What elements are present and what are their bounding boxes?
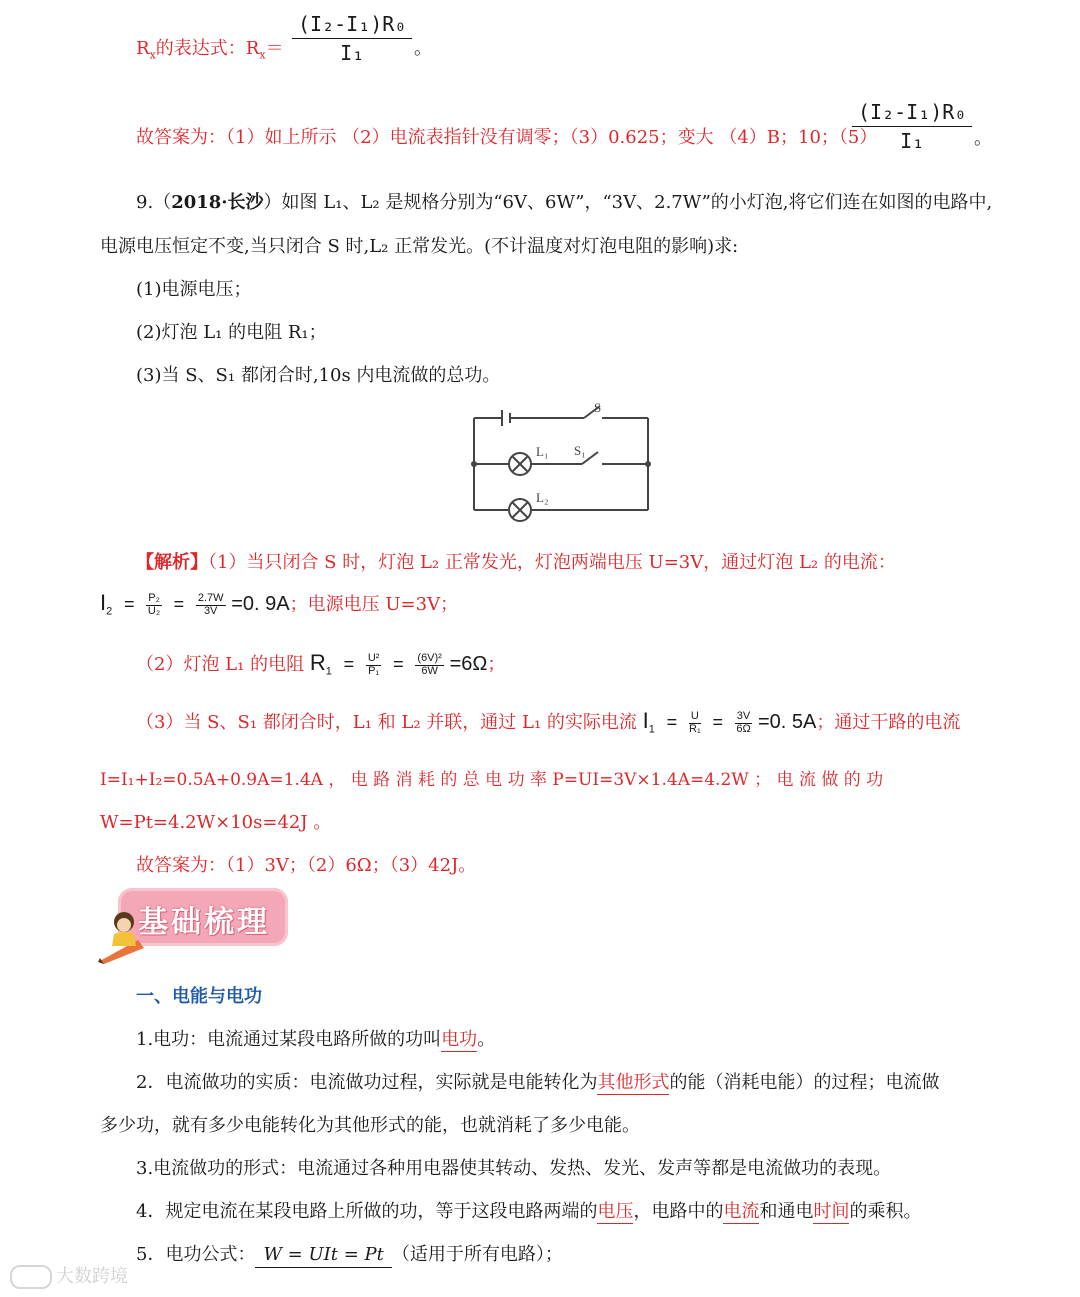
item-2-cont: 多少功，就有多少电能转化为其他形式的能，也就消耗了多少电能。 [100, 1115, 640, 1136]
item-3: 3.电流做功的形式：电流通过各种用电器使其转动、发热、发光、发声等都是电流做功的表现。 [136, 1158, 892, 1179]
q9-item-2: (2)灯泡 L₁ 的电阻 R₁； [136, 322, 327, 343]
rx-end: 。 [414, 38, 432, 59]
item-2: 2．电流做功的实质：电流做功过程，实际就是电能转化为其他形式的能（消耗电能）的过程；电流做 [136, 1072, 940, 1093]
item-4: 4．规定电流在某段电路上所做的功，等于这段电路两端的电压，电路中的电流和通电时间的乘积。 [136, 1201, 922, 1222]
solution-line-5: W=Pt=4.2W×10s=42J 。 [100, 812, 332, 833]
watermark: 大数跨境 [10, 1262, 128, 1289]
solution-line-4: I=I₁+I₂=0.5A+0.9A=1.4A ， 电 路 消 耗 的 总 电 功 率 P=UI=3V×1.4A=4.2W ； 电 流 做 的 功 [100, 770, 884, 790]
section-title: 一、电能与电功 [136, 986, 262, 1007]
solution-answer: 故答案为：（1）3V；（2）6Ω；（3）42J。 [136, 855, 477, 876]
equation-3: （3）当 S、S₁ 都闭合时，L₁ 和 L₂ 并联，通过 L₁ 的实际电流 $I_1$ = $\frac{U}{\text{R₁}}$ = $\frac{3V}{6\Omega}$ =0. 5A；通过干路的电流 [136, 708, 961, 736]
item-5: 5．电功公式： W = UIt = Pt （适用于所有电路）； [136, 1240, 563, 1266]
label-l1: L₁ [536, 444, 549, 459]
q9-line-2: 电源电压恒定不变,当只闭合 S 时,L₂ 正常发光。(不计温度对灯泡电阻的影响)求: [100, 236, 739, 257]
rx-expression-line: $R_x$的表达式：$R_x=$ [136, 38, 284, 62]
label-s: S [594, 400, 602, 415]
section-badge: 基础梳理 [138, 905, 270, 940]
equation-1: $I_2$ = $\frac{\text{P₂}}{\text{U₂}}$ = $\frac{2.7W}{3V}$ =0. 9A；电源电压 U=3V； [100, 590, 459, 618]
answer-end: 。 [974, 128, 992, 149]
label-l2: L₂ [536, 490, 549, 505]
label-s1: S₁ [574, 443, 586, 458]
equation-2: （2）灯泡 L₁ 的电阻 $R_1$ = $\frac{\text{U²}}{\text{P₁}}$ = $\frac{\text{(6V)²}}{6W}$ =6Ω； [136, 650, 506, 678]
item-1: 1.电功：电流通过某段电路所做的功叫电功。 [136, 1029, 496, 1050]
rx-fraction: $\frac{\text{(I₂-I₁)R₀}}{\text{I₁}}$ [292, 12, 412, 65]
answer-line-1: 故答案为：（1）如上所示 （2）电流表指针没有调零；（3）0.625；变大 （4）B；10；（5） [136, 127, 878, 148]
formula: W = UIt = Pt [255, 1244, 391, 1268]
q9-item-1: (1)电源电压； [136, 279, 252, 300]
circuit-diagram [466, 398, 658, 528]
answer-fraction: $\frac{\text{(I₂-I₁)R₀}}{\text{I₁}}$ [852, 100, 972, 153]
q9-item-3: (3)当 S、S₁ 都闭合时,10s 内电流做的总功。 [136, 365, 501, 386]
q9-line-1: 9.（2018·长沙）如图 L₁、L₂ 是规格分别为“6V、6W”，“3V、2.7W”的小灯泡,将它们连在如图的电路中, [136, 192, 993, 213]
solution-line-1: 【解析】（1）当只闭合 S 时，灯泡 L₂ 正常发光，灯泡两端电压 U=3V，通过灯泡 L₂ 的电流： [136, 552, 896, 573]
watermark-logo-icon [10, 1265, 52, 1289]
